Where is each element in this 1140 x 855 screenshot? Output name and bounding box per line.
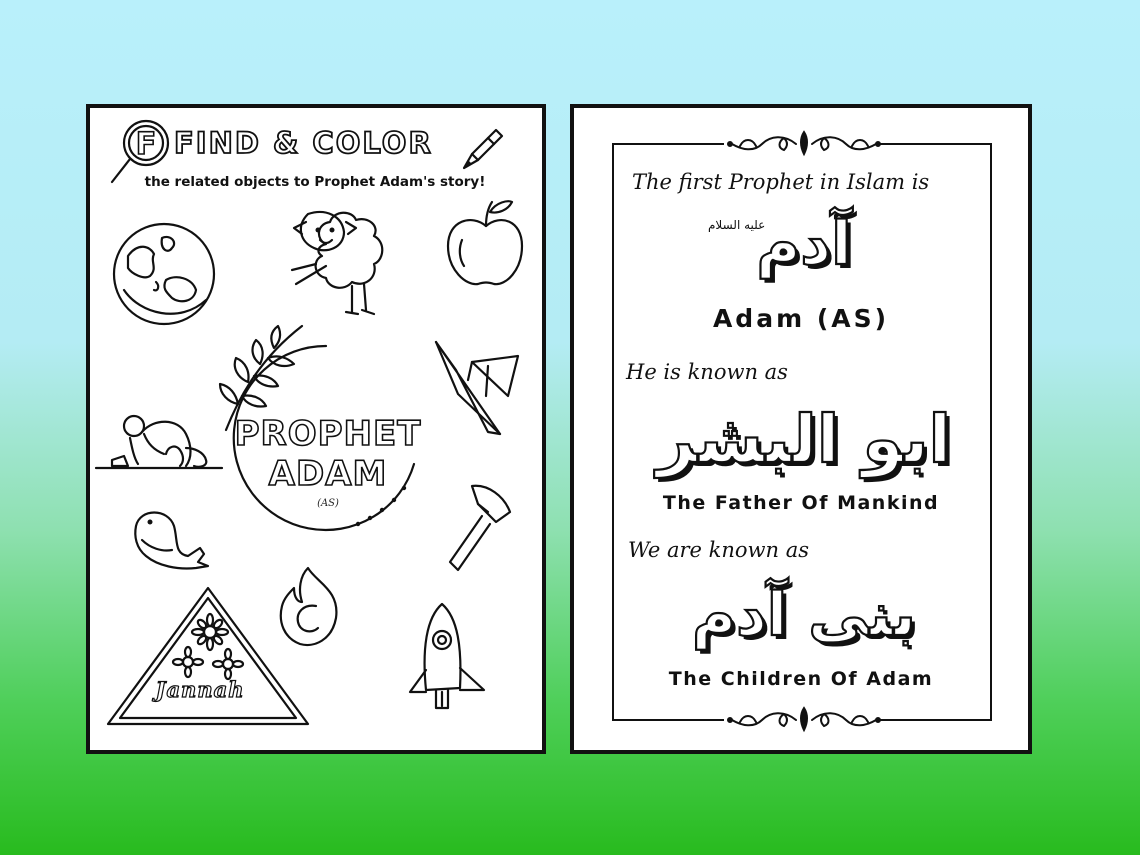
find-and-color-page (86, 104, 546, 754)
arabic-abul-bashar: ابو البشر (656, 401, 952, 478)
axe-icon (444, 482, 524, 578)
crayon-icon (458, 124, 508, 174)
arabic-adam: آدم (756, 209, 852, 279)
prophet-adam-info-page (570, 104, 1032, 754)
adam-name: Adam (AS) (712, 304, 890, 333)
children-of-adam: The Children Of Adam (668, 668, 934, 690)
prophet-adam-title (228, 414, 428, 494)
whale-icon (128, 504, 212, 574)
find-and-color-title: FIND & COLOR (174, 126, 433, 160)
ship-icon (428, 336, 528, 446)
bottom-ornament (726, 704, 882, 736)
prophet-title-line2: ADAM (268, 454, 388, 494)
sheep-icon (286, 204, 396, 324)
globe-icon (110, 220, 220, 330)
we-are-known-as-line: We are known as (628, 538, 810, 562)
first-prophet-line: The first Prophet in Islam is (632, 170, 930, 194)
prophet-title-line1: PROPHET (234, 414, 422, 454)
find-and-color-subtitle: the related objects to Prophet Adam's story! (144, 174, 486, 190)
arabic-bani-adam: بنی آدم (692, 580, 916, 650)
arabic-honorific: عليه السلام (708, 218, 766, 232)
father-of-mankind: The Father Of Mankind (662, 492, 940, 514)
apple-icon (442, 194, 532, 294)
known-as-line: He is known as (626, 360, 788, 384)
top-ornament (726, 128, 882, 160)
praying-person-icon (94, 404, 224, 476)
jannah-label: Jannah (155, 677, 245, 702)
svg-text:F: F (135, 127, 157, 162)
rocket-icon (404, 598, 504, 728)
prophet-honorific: (AS) (317, 498, 339, 509)
